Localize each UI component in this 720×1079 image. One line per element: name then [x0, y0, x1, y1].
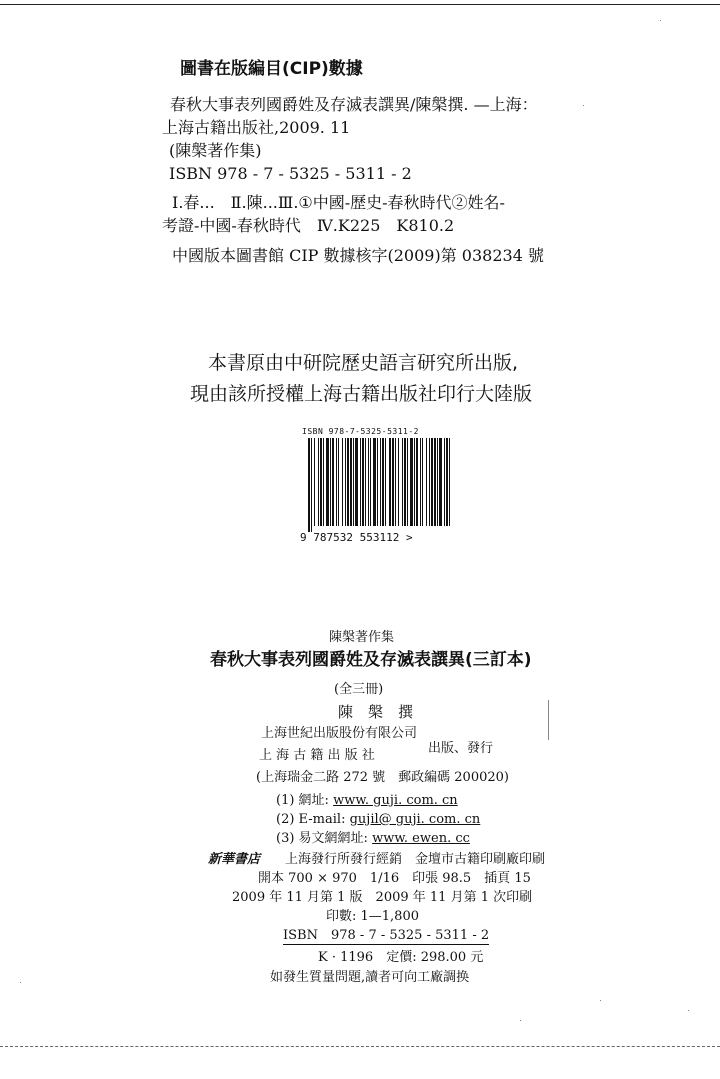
barcode-bar	[437, 438, 438, 526]
barcode-bar	[311, 438, 312, 532]
cip-line-1: 春秋大事表列國爵姓及存滅表譔異/陳槃撰. —上海：	[170, 95, 538, 114]
barcode-bar	[323, 438, 324, 526]
website-link[interactable]: www. guji. com. cn	[333, 793, 458, 808]
barcode-bars	[306, 438, 456, 534]
print-run: 印數: 1—1,800	[326, 909, 419, 924]
scan-speck	[600, 1000, 601, 1001]
barcode-bar	[342, 438, 343, 526]
barcode-bar	[382, 438, 384, 526]
barcode-bar	[398, 438, 399, 526]
barcode-bar	[385, 438, 386, 526]
edition-line: 2009 年 11 月第 1 版 2009 年 11 月第 1 次印刷	[232, 890, 533, 905]
bottom-rule	[0, 1046, 720, 1047]
publisher-address: (上海瑞金二路 272 號 郵政編碼 200020)	[256, 770, 509, 785]
scan-speck	[520, 1020, 521, 1021]
scan-speck	[660, 20, 661, 21]
cip-line-5: Ⅰ.春... Ⅱ.陳...Ⅲ.①中國-歷史-春秋時代②姓名-	[172, 193, 505, 212]
price-line: K · 1196 定價: 298.00 元	[318, 950, 484, 965]
barcode-bar	[360, 438, 361, 526]
scan-speck	[548, 700, 549, 740]
xinhua-bookstore-logo: 新華書店	[208, 852, 261, 867]
scan-speck	[583, 105, 584, 106]
website-label: (1) 網址:	[276, 793, 329, 808]
barcode-bottom-text: 9 787532 553112 >	[300, 531, 413, 544]
cip-line-2: 上海古籍出版社,2009. 11	[162, 118, 351, 137]
barcode-bar	[338, 438, 339, 526]
barcode-bar	[314, 438, 315, 526]
email-label: (2) E-mail:	[276, 812, 346, 827]
barcode-bar	[407, 438, 408, 526]
barcode-bar	[368, 438, 369, 526]
scan-speck	[688, 1010, 689, 1011]
authorization-notice-1: 本書原由中研院歷史語言研究所出版,	[208, 352, 519, 374]
barcode-bar	[320, 438, 322, 526]
barcode-bar	[434, 438, 436, 526]
barcode-bar	[350, 438, 352, 526]
barcode-bar	[449, 438, 450, 526]
distribution-line: 上海發行所發行經銷 金壇市古籍印刷廠印刷	[285, 852, 546, 867]
barcode-bar	[330, 438, 331, 526]
ewen-label: (3) 易文網網址:	[276, 831, 368, 846]
barcode-bar	[370, 438, 371, 526]
publisher-name: 上 海 古 籍 出 版 社	[259, 748, 375, 763]
quality-notice: 如發生質量問題,讀者可向工廠調换	[270, 970, 470, 985]
barcode-bar	[439, 438, 442, 526]
barcode-bar	[345, 438, 346, 526]
barcode-bar	[410, 438, 413, 526]
barcode-bar	[308, 438, 310, 532]
barcode-bar	[326, 438, 329, 526]
barcode-bar	[355, 438, 358, 526]
ewen-link[interactable]: www. ewen. cc	[372, 831, 470, 846]
barcode-bar	[395, 438, 396, 526]
email-line	[276, 813, 480, 826]
cip-line-6: 考證-中國-春秋時代 Ⅳ.K225 K810.2	[162, 216, 455, 235]
barcode-bar	[392, 438, 394, 526]
format-line: 開本 700 × 970 1/16 印張 98.5 插頁 15	[258, 871, 531, 886]
barcode-bar	[420, 438, 421, 526]
barcode-bar	[373, 438, 376, 526]
barcode-bar	[429, 438, 430, 526]
barcode-bar	[446, 438, 448, 526]
barcode-bar	[332, 438, 334, 526]
barcode-bar	[404, 438, 406, 526]
barcode-bar	[422, 438, 423, 526]
top-rule	[0, 4, 720, 5]
cip-data-number: 中國版本圖書館 CIP 數據核字(2009)第 038234 號	[172, 246, 544, 265]
colophon-isbn: ISBN 978 - 7 - 5325 - 5311 - 2	[283, 928, 490, 943]
barcode-top-text: ISBN 978-7-5325-5311-2	[302, 427, 419, 436]
barcode-bar	[318, 438, 319, 526]
cip-isbn: ISBN 978 - 7 - 5325 - 5311 - 2	[169, 164, 412, 183]
author-line: 陳 槃 撰	[338, 703, 414, 721]
barcode-bar	[365, 438, 366, 526]
series-name: 陳槃著作集	[329, 630, 395, 645]
barcode-bar	[431, 438, 433, 526]
barcode-bar	[416, 438, 418, 526]
ewen-line	[276, 832, 470, 845]
barcode-bar	[444, 438, 445, 526]
barcode-bar	[336, 438, 337, 526]
authorization-notice-2: 現由該所授權上海古籍出版社印行大陸版	[190, 383, 533, 405]
scan-speck	[20, 982, 21, 983]
publisher-group: 上海世紀出版股份有限公司	[261, 726, 418, 741]
cip-line-3: (陳槃著作集)	[169, 141, 262, 160]
email-link[interactable]: gujil@ guji. com. cn	[349, 812, 481, 827]
barcode-bar	[347, 438, 349, 526]
barcode-bar	[377, 438, 378, 526]
website-line	[276, 794, 458, 807]
barcode-bar	[389, 438, 391, 526]
publish-role: 出版、發行	[428, 741, 494, 756]
barcode-bar	[362, 438, 364, 526]
book-title: 春秋大事表列國爵姓及存滅表譔異(三訂本)	[210, 650, 532, 670]
barcode-bar	[353, 438, 354, 526]
isbn-barcode	[300, 428, 460, 548]
cip-heading: 圖書在版編目(CIP)數據	[180, 59, 363, 79]
barcode-bar	[426, 438, 427, 526]
volume-note: (全三冊)	[334, 682, 384, 697]
barcode-bar	[380, 438, 381, 526]
barcode-bar	[402, 438, 403, 526]
barcode-bar	[414, 438, 415, 526]
